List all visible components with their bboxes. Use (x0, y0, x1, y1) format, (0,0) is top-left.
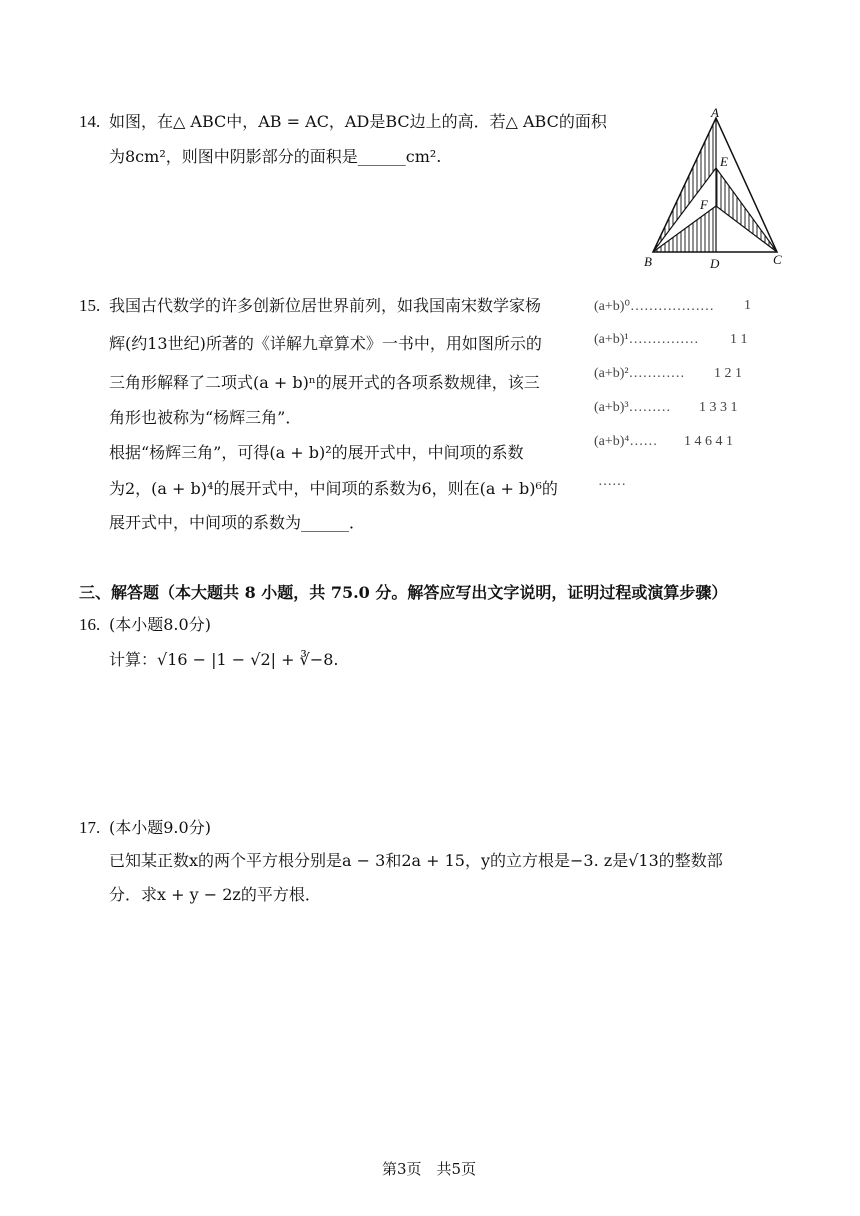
pascal-row-label: (a+b)⁰……………… (594, 299, 715, 314)
page-footer: 第3页 共5页 (382, 1160, 477, 1178)
q16-number: 16. (79, 615, 101, 634)
pascal-row-coefficients: 1 3 3 1 (699, 400, 738, 415)
q14-text-line2: 为8cm²，则图中阴影部分的面积是______cm². (109, 147, 442, 166)
q17-text-line2: 分．求x + y − 2z的平方根． (109, 885, 321, 904)
pascal-row-coefficients: 1 (744, 298, 751, 313)
q15-text-line5: 根据“杨辉三角”，可得(a + b)²的展开式中，中间项的系数 (109, 443, 524, 462)
q15-number: 15. (79, 296, 101, 315)
label-d: D (710, 256, 720, 271)
pascal-row-label: (a+b)²………… (594, 366, 685, 381)
pascal-row-coefficients: 1 1 (730, 332, 748, 347)
q17-text-line1: 已知某正数x的两个平方根分别是a − 3和2a + 15，y的立方根是−3. z是√13的整数部 (109, 851, 723, 870)
label-a: A (711, 106, 719, 120)
q15-text-line2: 辉(约13世纪)所著的《详解九章算术》一书中，用如图所示的 (109, 334, 542, 353)
pascal-ellipsis: …… (598, 474, 626, 489)
pascal-row-label: (a+b)³……… (594, 400, 671, 415)
label-c: C (773, 252, 782, 267)
q15-text-line6: 为2，(a + b)⁴的展开式中，中间项的系数为6，则在(a + b)⁶的 (109, 479, 558, 498)
q17-points: (本小题9.0分) (109, 818, 211, 837)
q14-text-line1: 如图，在△ ABC中，AB = AC，AD是BC边上的高．若△ ABC的面积 (109, 112, 607, 131)
pascal-row-label: (a+b)¹…………… (594, 332, 699, 347)
q15-text-line7: 展开式中，中间项的系数为______． (109, 513, 366, 532)
label-f: F (700, 197, 708, 212)
label-b: B (644, 254, 652, 269)
q15-text-line1: 我国古代数学的许多创新位居世界前列，如我国南宋数学家杨 (109, 296, 542, 315)
q16-points: (本小题8.0分) (109, 615, 211, 634)
q15-text-line4: 角形也被称为“杨辉三角”． (109, 408, 302, 427)
pascal-row-label: (a+b)⁴…… (594, 434, 658, 449)
q14-number: 14. (79, 112, 101, 131)
section-3-heading: 三、解答题（本大题共 8 小题，共 75.0 分。解答应写出文字说明，证明过程或演算步骤） (79, 583, 728, 602)
triangle-figure (640, 106, 790, 276)
q15-text-line3: 三角形解释了二项式(a + b)ⁿ的展开式的各项系数规律，该三 (109, 373, 540, 392)
label-e: E (720, 154, 728, 169)
pascal-row-coefficients: 1 4 6 4 1 (684, 434, 733, 449)
q17-number: 17. (79, 818, 101, 837)
q16-text: 计算：√16 − |1 − √2| + ∛−8. (109, 650, 339, 669)
pascal-row-coefficients: 1 2 1 (714, 366, 742, 381)
